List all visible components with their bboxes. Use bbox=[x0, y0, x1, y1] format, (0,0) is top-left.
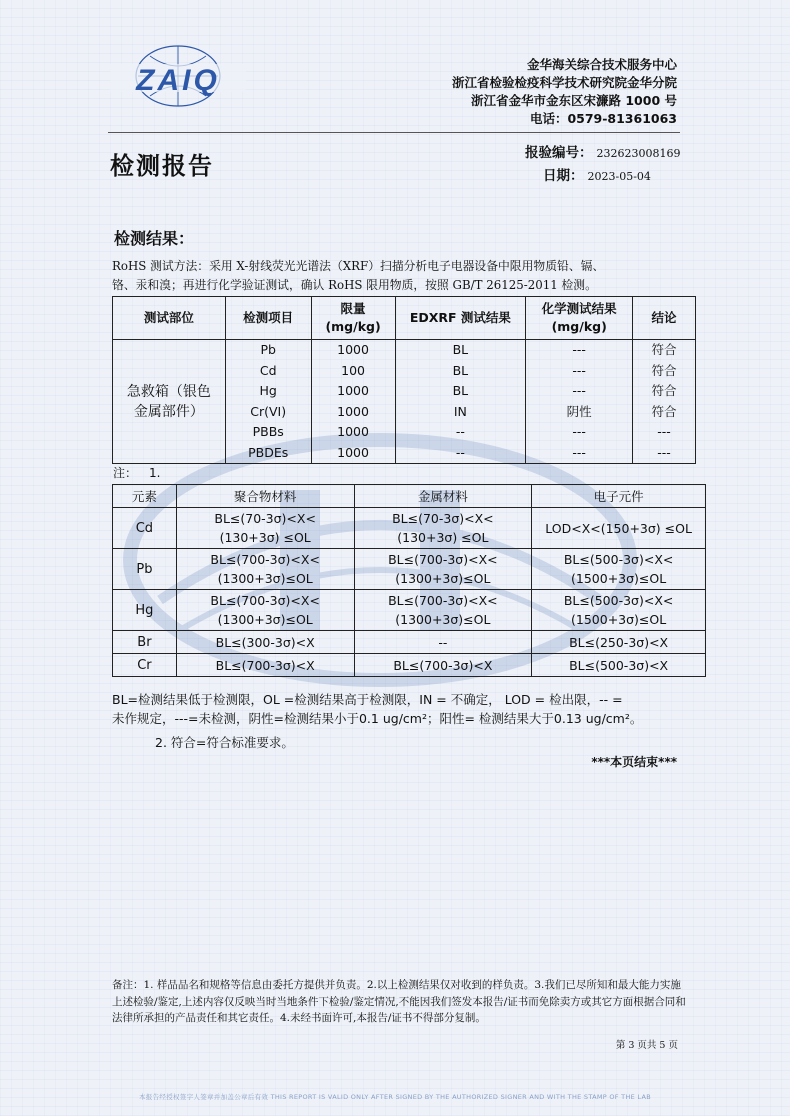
element-cell: Cd bbox=[113, 508, 177, 549]
limit-cell: 1000 bbox=[311, 402, 395, 423]
validity-footer: 本报告经授权签字人签章并加盖公章后有效 THIS REPORT IS VALID ONLY AFTER SIGNED BY THE AUTHORIZED SIGNER AND WITH THE STAMP OF THE LAB bbox=[139, 1093, 651, 1101]
metal-cell: BL≤(700-3σ)<X bbox=[354, 654, 532, 677]
limit-cell: 1000 bbox=[311, 381, 395, 402]
header-cell: 元素 bbox=[113, 485, 177, 508]
limit-cell: 1000 bbox=[311, 340, 395, 361]
electronic-cell: BL≤(500-3σ)<X< (1500+3σ)≤OL bbox=[532, 590, 706, 631]
electronic-cell: BL≤(250-3σ)<X bbox=[532, 631, 706, 654]
org-header bbox=[452, 56, 677, 128]
chem-cell: --- bbox=[526, 422, 633, 443]
table-row bbox=[113, 590, 706, 631]
polymer-cell: BL≤(300-3σ)<X bbox=[176, 631, 354, 654]
header-cell: 聚合物材料 bbox=[176, 485, 354, 508]
edxrf-cell: BL bbox=[395, 381, 526, 402]
header-cell: 检测项目 bbox=[225, 297, 311, 340]
element-cell: Pb bbox=[113, 549, 177, 590]
edxrf-cell: BL bbox=[395, 340, 526, 361]
report-number-label: 报验编号： bbox=[525, 145, 593, 161]
table-row bbox=[113, 549, 706, 590]
conclusion-cell: 符合 bbox=[633, 381, 696, 402]
header-cell: 结论 bbox=[633, 297, 696, 340]
conclusion-cell: 符合 bbox=[633, 402, 696, 423]
chem-cell: --- bbox=[526, 443, 633, 464]
polymer-cell: BL≤(700-3σ)<X< (1300+3σ)≤OL bbox=[176, 549, 354, 590]
svg-text:ZAIQ: ZAIQ bbox=[136, 64, 220, 97]
page-number: 第 3 页共 5 页 bbox=[615, 1040, 678, 1051]
results-table bbox=[112, 296, 696, 464]
org-logo bbox=[108, 42, 248, 120]
polymer-cell: BL≤(70-3σ)<X< (130+3σ) ≤OL bbox=[176, 508, 354, 549]
report-number: 232623008169 bbox=[596, 147, 681, 160]
report-date-label: 日期： bbox=[543, 168, 584, 184]
results-header-row bbox=[113, 297, 696, 340]
element-cell: Br bbox=[113, 631, 177, 654]
electronic-cell: BL≤(500-3σ)<X< (1500+3σ)≤OL bbox=[532, 549, 706, 590]
report-title: 检测报告 bbox=[110, 152, 214, 180]
polymer-cell: BL≤(700-3σ)<X bbox=[176, 654, 354, 677]
table-row bbox=[113, 340, 696, 361]
note-1-number: 1. bbox=[149, 466, 161, 480]
screening-header-row bbox=[113, 485, 706, 508]
org-phone: 电话：0579-81361063 bbox=[529, 111, 677, 126]
electronic-cell: BL≤(500-3σ)<X bbox=[532, 654, 706, 677]
chem-cell: --- bbox=[526, 361, 633, 382]
item-cell: Cr(VI) bbox=[225, 402, 311, 423]
notes-label: 注： bbox=[113, 466, 138, 480]
legend-line-2: 未作规定，---=未检测，阴性=检测结果小于0.1 ug/cm²；阳性= 检测结果大于0.13 ug/cm²。 bbox=[112, 711, 643, 726]
metal-cell: BL≤(70-3σ)<X< (130+3σ) ≤OL bbox=[354, 508, 532, 549]
chem-cell: 阴性 bbox=[526, 402, 633, 423]
legend-line-1: BL=检测结果低于检测限，OL =检测结果高于检测限，IN = 不确定， LOD = 检出限，-- = bbox=[112, 692, 623, 707]
edxrf-cell: IN bbox=[395, 402, 526, 423]
conclusion-cell: --- bbox=[633, 422, 696, 443]
conclusion-cell: --- bbox=[633, 443, 696, 464]
remarks: 备注：1. 样品品名和规格等信息由委托方提供并负责。2.以上检测结果仅对收到的样负责。3.我们已尽所知和最大能力实施上述检验/鉴定,上述内容仅反映当时当地条件下检验/鉴定情况,不能因我们签发本报告/证书而免除卖方或其它方面根据合同和法律所承担的产品责任和其它责任。4.未经书面许可,本报告/证书不得部分复制。 bbox=[112, 979, 686, 1024]
org-name-2: 浙江省检验检疫科学技术研究院金华分院 bbox=[451, 75, 677, 90]
note-2: 2. 符合=符合标准要求。 bbox=[155, 735, 294, 750]
header-cell: 限量 (mg/kg) bbox=[311, 297, 395, 340]
item-cell: Hg bbox=[225, 381, 311, 402]
polymer-cell: BL≤(700-3σ)<X< (1300+3σ)≤OL bbox=[176, 590, 354, 631]
metal-cell: -- bbox=[354, 631, 532, 654]
note-1 bbox=[113, 464, 160, 481]
chem-cell: --- bbox=[526, 381, 633, 402]
limit-cell: 100 bbox=[311, 361, 395, 382]
item-cell: Cd bbox=[225, 361, 311, 382]
item-cell: PBDEs bbox=[225, 443, 311, 464]
report-date: 2023-05-04 bbox=[587, 170, 651, 183]
table-row bbox=[113, 654, 706, 677]
screening-limits-table bbox=[112, 484, 706, 677]
limit-cell: 1000 bbox=[311, 443, 395, 464]
metal-cell: BL≤(700-3σ)<X< (1300+3σ)≤OL bbox=[354, 590, 532, 631]
org-address: 浙江省金华市金东区宋濂路 1000 号 bbox=[471, 93, 677, 108]
header-divider bbox=[108, 132, 680, 133]
test-part-cell: 急救箱（银色 金属部件） bbox=[113, 340, 226, 464]
conclusion-cell: 符合 bbox=[633, 340, 696, 361]
test-method-line-2: 铬、汞和溴；再进行化学验证测试，确认 RoHS 限用物质，按照 GB/T 26125-2011 检测。 bbox=[112, 278, 597, 292]
report-meta bbox=[525, 142, 680, 188]
item-cell: Pb bbox=[225, 340, 311, 361]
metal-cell: BL≤(700-3σ)<X< (1300+3σ)≤OL bbox=[354, 549, 532, 590]
header-cell: 金属材料 bbox=[354, 485, 532, 508]
results-heading: 检测结果： bbox=[114, 229, 195, 248]
test-method-line-1: RoHS 测试方法：采用 X-射线荧光光谱法（XRF）扫描分析电子电器设备中限用物质铅、镉、 bbox=[112, 259, 605, 273]
header-cell: EDXRF 测试结果 bbox=[395, 297, 526, 340]
edxrf-cell: -- bbox=[395, 443, 526, 464]
edxrf-cell: -- bbox=[395, 422, 526, 443]
element-cell: Cr bbox=[113, 654, 177, 677]
table-row bbox=[113, 631, 706, 654]
test-method bbox=[112, 257, 682, 295]
header-cell: 测试部位 bbox=[113, 297, 226, 340]
chem-cell: --- bbox=[526, 340, 633, 361]
electronic-cell: LOD<X<(150+3σ) ≤OL bbox=[532, 508, 706, 549]
conclusion-cell: 符合 bbox=[633, 361, 696, 382]
org-name-1: 金华海关综合技术服务中心 bbox=[526, 57, 677, 72]
item-cell: PBBs bbox=[225, 422, 311, 443]
element-cell: Hg bbox=[113, 590, 177, 631]
abbreviation-legend bbox=[112, 690, 708, 728]
header-cell: 电子元件 bbox=[532, 485, 706, 508]
header-cell: 化学测试结果 (mg/kg) bbox=[526, 297, 633, 340]
limit-cell: 1000 bbox=[311, 422, 395, 443]
edxrf-cell: BL bbox=[395, 361, 526, 382]
page-end-marker: ***本页结束*** bbox=[591, 755, 677, 769]
table-row bbox=[113, 508, 706, 549]
